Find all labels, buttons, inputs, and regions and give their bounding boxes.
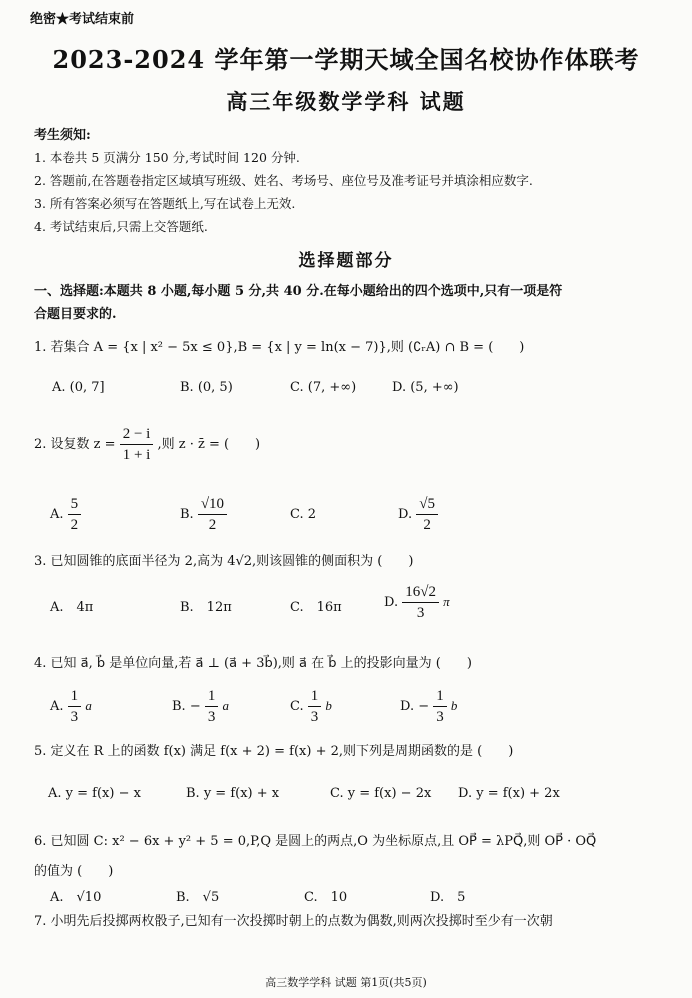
fraction-denominator: 3 (70, 709, 79, 725)
option-fraction (308, 686, 322, 727)
option-fraction (68, 494, 82, 535)
question-1-option-d: D. (5, +∞) (392, 380, 459, 395)
fraction-denominator: 3 (207, 709, 216, 725)
fraction-numerator: √10 (198, 494, 227, 515)
question-5-stem: 5. 定义在 R 上的函数 f(x) 满足 f(x + 2) = f(x) + 2,则下列是周期函数的是 ( ) (34, 744, 514, 759)
question-2-option-c: C. 2 (290, 507, 317, 522)
fraction-numerator: 1 (205, 686, 219, 707)
question-6-option-d: D. 5 (430, 890, 466, 905)
notice-heading: 考生须知: (34, 128, 91, 143)
question-1-option-b: B. (0, 5) (180, 380, 233, 395)
section-intro-line: 一、选择题:本题共 8 小题,每小题 5 分,共 40 分.在每小题给出的四个选项中,只有一项是符 (34, 284, 563, 299)
option-fraction (205, 686, 219, 727)
option-label: B. − (172, 699, 201, 714)
question-4-option-a (50, 686, 102, 727)
fraction-denominator: 3 (310, 709, 319, 725)
option-tail: a⃗ (222, 698, 240, 713)
question-3-option-a: A. 4π (50, 600, 94, 615)
question-3-option-b: B. 12π (180, 600, 232, 615)
fraction-denominator: 2 (208, 517, 217, 533)
fraction-numerator: 2 − i (120, 424, 154, 445)
fraction-numerator: 5 (68, 494, 82, 515)
question-4-option-b (172, 686, 239, 727)
fraction-denominator: 1 + i (122, 447, 151, 463)
option-fraction (198, 494, 227, 535)
option-label: C. (290, 699, 304, 714)
fraction-denominator: 2 (423, 517, 431, 533)
question-2-stem (34, 424, 260, 465)
question-1-option-a: A. (0, 7] (52, 380, 105, 395)
exam-subtitle: 高三年级数学学科 试题 (226, 89, 466, 114)
question-6-option-a: A. √10 (50, 890, 102, 905)
question-4-stem: 4. 已知 a⃗, b⃗ 是单位向量,若 a⃗ ⊥ (a⃗ + 3b⃗),则 a⃗ 在 b⃗ 上的投影向量为 ( ) (34, 656, 472, 671)
question-4-option-d (400, 686, 468, 727)
option-fraction (402, 582, 439, 623)
question-3-option-c: C. 16π (290, 600, 342, 615)
question-3-stem: 3. 已知圆锥的底面半径为 2,高为 4√2,则该圆锥的侧面积为 ( ) (34, 554, 414, 569)
notice-item: 4. 考试结束后,只需上交答题纸. (34, 219, 208, 234)
option-label: D. (384, 595, 399, 610)
question-2-stem-pre: 2. 设复数 z = (34, 437, 116, 452)
question-4-option-c (290, 686, 342, 727)
fraction-numerator: 1 (433, 686, 447, 707)
question-2-stem-post: ,则 z · z̄ = ( ) (157, 437, 261, 452)
question-1-stem: 1. 若集合 A = {x | x² − 5x ≤ 0},B = {x | y = ln(x − 7)},则 (∁ᵣA) ∩ B = ( ) (34, 340, 525, 355)
option-label: D. (398, 507, 413, 522)
fraction-denominator: 3 (416, 605, 425, 621)
page-footer: 高三数学学科 试题 第1页(共5页) (265, 976, 427, 989)
question-2-fraction (120, 424, 154, 465)
fraction-numerator: 1 (308, 686, 322, 707)
option-label: D. − (400, 699, 430, 714)
option-label: A. (50, 699, 64, 714)
option-fraction (416, 494, 438, 535)
notice-item: 1. 本卷共 5 页满分 150 分,考试时间 120 分钟. (34, 150, 300, 165)
fraction-denominator: 3 (436, 709, 444, 725)
fraction-numerator: 16√2 (402, 582, 439, 603)
question-6-stem: 6. 已知圆 C: x² − 6x + y² + 5 = 0,P,Q 是圆上的两点,O 为坐标原点,且 OP⃗ = λPQ⃗,则 OP⃗ · OQ⃗ (34, 834, 597, 849)
option-label: A. (50, 507, 64, 522)
question-2-option-b (180, 494, 227, 535)
confidential-label: 绝密★考试结束前 (30, 12, 135, 27)
question-5-option-b: B. y = f(x) + x (186, 786, 280, 801)
question-1-option-c: C. (7, +∞) (290, 380, 357, 395)
exam-title: 2023-2024 学年第一学期天域全国名校协作体联考 (52, 45, 640, 74)
section-intro-line: 合题目要求的. (34, 307, 117, 322)
question-7-stem: 7. 小明先后投掷两枚骰子,已知有一次投掷时朝上的点数为偶数,则两次投掷时至少有一次朝 (34, 914, 553, 929)
fraction-numerator: √5 (416, 494, 438, 515)
question-6-option-b: B. √5 (176, 890, 220, 905)
fraction-numerator: 1 (68, 686, 82, 707)
option-fraction (433, 686, 447, 727)
question-2-option-a (50, 494, 81, 535)
question-6-stem-cont: 的值为 ( ) (34, 864, 114, 879)
section-title: 选择题部分 (298, 251, 394, 271)
option-tail: a⃗ (85, 698, 102, 713)
fraction-denominator: 2 (70, 517, 79, 533)
option-tail: π (443, 594, 450, 609)
option-tail: b⃗ (450, 698, 468, 713)
question-5-option-a: A. y = f(x) − x (48, 786, 141, 801)
notice-item: 2. 答题前,在答题卷指定区域填写班级、姓名、考场号、座位号及准考证号并填涂相应数字. (34, 173, 533, 188)
option-fraction (68, 686, 82, 727)
option-tail: b⃗ (325, 698, 343, 713)
notice-item: 3. 所有答案必须写在答题纸上,写在试卷上无效. (34, 196, 296, 211)
option-label: B. (180, 507, 194, 522)
question-5-option-d: D. y = f(x) + 2x (458, 786, 560, 801)
question-5-option-c: C. y = f(x) − 2x (330, 786, 432, 801)
question-2-option-d (398, 494, 438, 535)
question-6-option-c: C. 10 (304, 890, 348, 905)
question-3-option-d (384, 582, 450, 623)
